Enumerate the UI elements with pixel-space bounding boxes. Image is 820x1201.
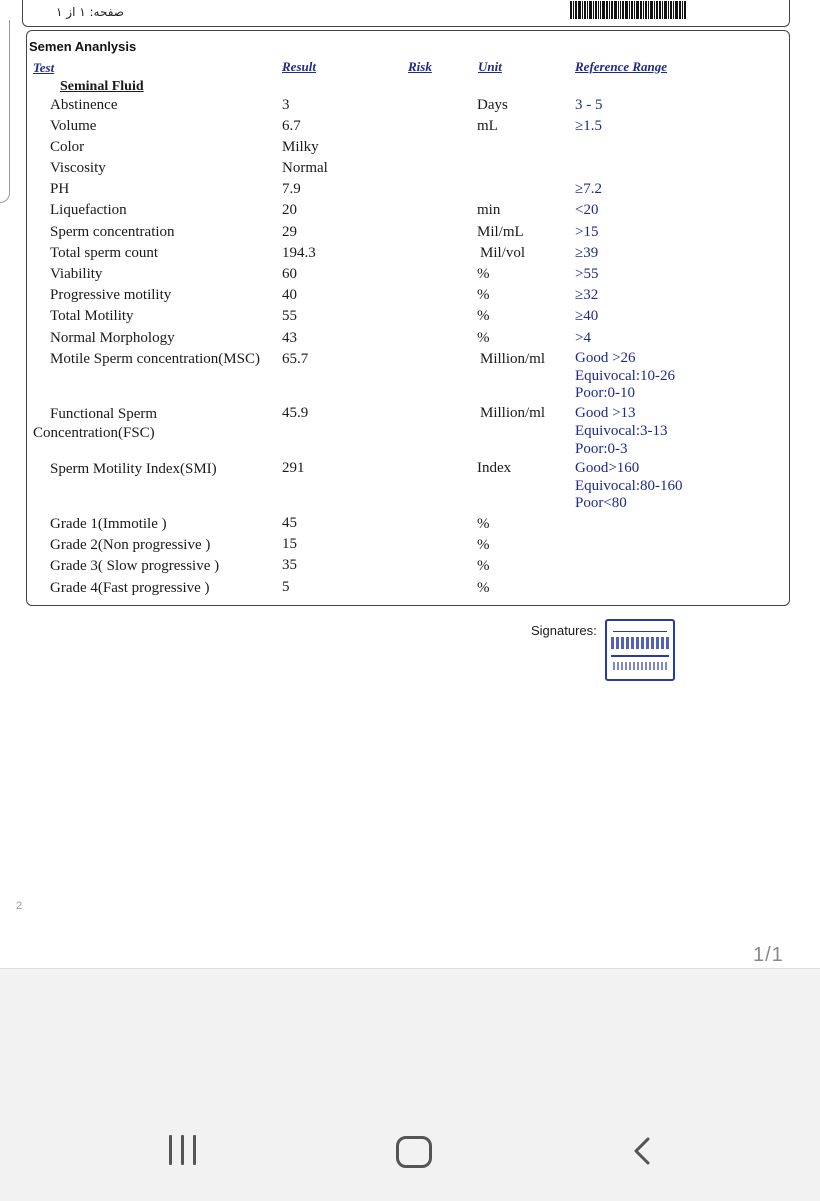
row-test: Total sperm count: [50, 245, 159, 261]
row-test: Sperm Motility Index(SMI): [50, 461, 217, 477]
row-reference: Good >13: [575, 405, 636, 421]
row-result: Normal: [282, 160, 328, 176]
row-reference: 3 - 5: [575, 97, 603, 113]
row-result: 5: [282, 579, 290, 595]
row-test: Functional Sperm: [50, 406, 158, 422]
row-result: 45.9: [282, 405, 309, 421]
row-test: Grade 3( Slow progressive ): [50, 558, 220, 574]
row-unit: min: [477, 202, 501, 218]
row-reference: Poor:0-3: [575, 441, 628, 457]
recent-apps-icon[interactable]: [167, 1135, 199, 1165]
row-reference: Equivocal:80-160: [575, 478, 683, 494]
row-reference: Poor<80: [575, 495, 627, 511]
row-test: Viability: [50, 266, 103, 282]
row-result: 7.9: [282, 181, 301, 197]
row-reference: ≥39: [575, 245, 599, 261]
row-result: 40: [282, 287, 297, 303]
row-reference: Equivocal:10-26: [575, 368, 675, 384]
row-test: Volume: [50, 118, 97, 134]
row-test: Total Motility: [50, 308, 134, 324]
row-unit: Days: [477, 97, 508, 113]
row-result: 20: [282, 202, 297, 218]
column-header-reference: Reference Range: [575, 59, 668, 74]
report-title: Semen Ananlysis: [29, 39, 137, 54]
page-indicator: 1/1: [753, 944, 784, 966]
column-header-result: Result: [282, 59, 316, 74]
row-test: Progressive motility: [50, 287, 172, 303]
row-result: 29: [282, 224, 297, 240]
row-reference: Equivocal:3-13: [575, 423, 668, 439]
row-result: Milky: [282, 139, 319, 155]
left-margin-number: 2: [16, 900, 23, 912]
row-unit: %: [477, 558, 490, 574]
signatures-label: Signatures:: [531, 623, 597, 638]
row-reference: ≥7.2: [575, 181, 602, 197]
row-test: Abstinence: [50, 97, 118, 113]
row-reference: ≥1.5: [575, 118, 602, 134]
column-header-test: Test: [33, 60, 55, 75]
row-test: Concentration(FSC): [33, 425, 155, 441]
column-header-unit: Unit: [478, 59, 502, 74]
row-reference: Good >26: [575, 350, 636, 366]
row-test: Liquefaction: [50, 202, 127, 218]
row-test: Viscosity: [50, 160, 106, 176]
page-number-text: صفحه: ۱ از ۱: [56, 5, 124, 19]
row-reference: <20: [575, 202, 599, 218]
row-unit: %: [477, 537, 490, 553]
row-reference: ≥40: [575, 308, 599, 324]
row-unit: mL: [477, 118, 498, 134]
row-result: 35: [282, 557, 297, 573]
row-test: Sperm concentration: [50, 224, 175, 240]
row-result: 65.7: [282, 351, 309, 367]
row-result: 15: [282, 536, 297, 552]
row-unit: Million/ml: [480, 405, 546, 421]
row-unit: Index: [477, 460, 512, 476]
lab-stamp: [605, 619, 675, 681]
barcode: [570, 1, 726, 19]
left-edge-frame: [0, 20, 10, 203]
row-result: 194.3: [282, 245, 316, 261]
row-result: 6.7: [282, 118, 301, 134]
column-header-risk: Risk: [408, 59, 432, 74]
row-test: Grade 1(Immotile ): [50, 516, 167, 532]
row-unit: %: [477, 580, 490, 596]
row-reference: ≥32: [575, 287, 599, 303]
row-unit: %: [477, 308, 490, 324]
row-reference: Good>160: [575, 460, 640, 476]
row-test: Grade 4(Fast progressive ): [50, 580, 210, 596]
row-result: 60: [282, 266, 297, 282]
row-result: 43: [282, 330, 297, 346]
home-icon[interactable]: [396, 1136, 432, 1168]
row-result: 55: [282, 308, 297, 324]
row-result: 45: [282, 515, 297, 531]
back-icon[interactable]: [630, 1135, 660, 1167]
row-unit: %: [477, 516, 490, 532]
row-test: Normal Morphology: [50, 330, 175, 346]
row-reference: >15: [575, 224, 599, 240]
row-test: Motile Sperm concentration(MSC): [50, 351, 260, 367]
row-result: 291: [282, 460, 305, 476]
row-unit: %: [477, 330, 490, 346]
row-test: Grade 2(Non progressive ): [50, 537, 211, 553]
row-unit: %: [477, 287, 490, 303]
row-unit: %: [477, 266, 490, 282]
row-reference: >55: [575, 266, 599, 282]
row-test: PH: [50, 181, 70, 197]
row-result: 3: [282, 97, 290, 113]
row-test: Color: [50, 139, 85, 155]
row-unit: Mil/vol: [480, 245, 526, 261]
row-reference: >4: [575, 330, 591, 346]
row-reference: Poor:0-10: [575, 385, 635, 401]
row-unit: Million/ml: [480, 351, 546, 367]
row-unit: Mil/mL: [477, 224, 524, 240]
section-title: Seminal Fluid: [60, 79, 144, 94]
